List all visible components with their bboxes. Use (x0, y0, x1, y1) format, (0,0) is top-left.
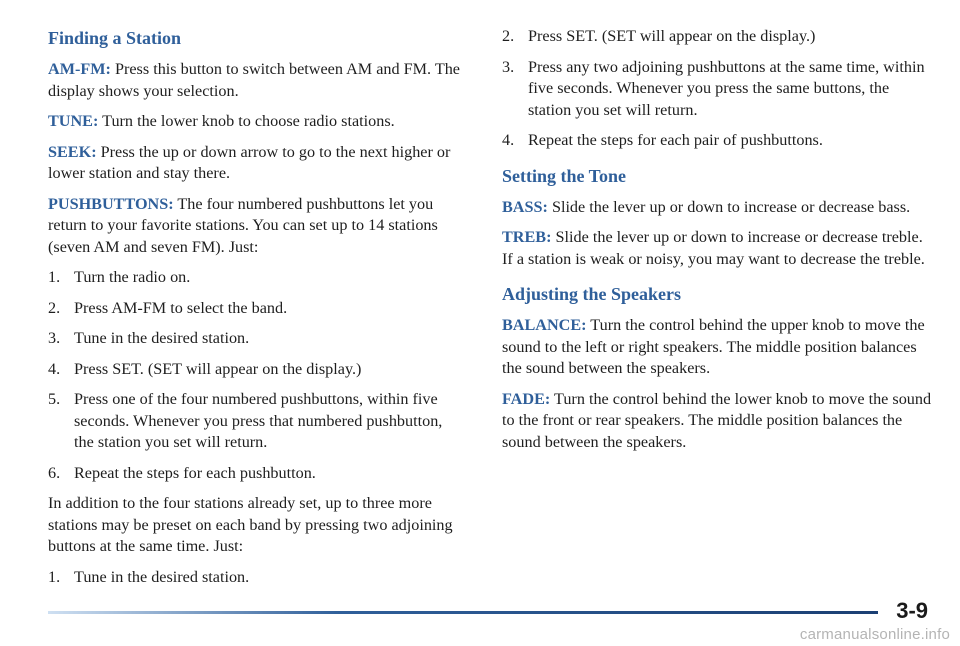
fade-text: Turn the control behind the lower knob to move the sound to the front or rear speakers. The middle position balances the sound between the speakers. (502, 389, 932, 451)
pushbuttons-paragraph (48, 194, 466, 259)
step-number: 2. (502, 27, 515, 45)
fade-term: FADE: (502, 389, 551, 408)
left-column (48, 26, 466, 597)
step-number: 6. (48, 463, 61, 482)
step-number: 4. (48, 359, 61, 378)
seek-term: SEEK: (48, 142, 97, 161)
bass-text: Slide the lever up or down to increase or decrease bass. (547, 197, 911, 216)
pushbuttons-term: PUSHBUTTONS: (48, 194, 174, 213)
step-number: 2. (48, 298, 61, 317)
step-number: 3. (502, 57, 515, 76)
list-item (48, 328, 466, 350)
list-item (48, 267, 466, 289)
am-fm-term: AM-FM: (48, 60, 111, 78)
finding-station-heading: Finding a Station (48, 28, 182, 48)
tune-text: Turn the lower knob to choose radio stations. (98, 112, 395, 130)
seek-paragraph (48, 142, 466, 185)
step-text: Press SET. (SET will appear on the display.) (528, 27, 816, 45)
step-text: Turn the radio on. (74, 268, 191, 286)
list-item (502, 26, 934, 48)
list-item (48, 567, 466, 589)
step-text: Repeat the steps for each pushbutton. (74, 463, 316, 482)
bass-paragraph (502, 197, 934, 219)
list-item (48, 463, 466, 485)
step-text: Press one of the four numbered pushbuttons, within five seconds. Whenever you press that numbered pushbutton, the station you set will return. (74, 390, 443, 451)
bass-term: BASS: (502, 197, 548, 216)
balance-term: BALANCE: (502, 316, 587, 334)
step-text: Press SET. (SET will appear on the display.) (74, 359, 362, 378)
list-item (48, 298, 466, 320)
seek-text: Press the up or down arrow to go to the next higher or lower station and stay there. (48, 142, 451, 182)
step-number: 3. (48, 329, 61, 347)
step-text: Press AM-FM to select the band. (74, 298, 288, 317)
tune-paragraph (48, 111, 466, 133)
addition-paragraph: In addition to the four stations already set, up to three more stations may be preset on each band by pressing two adjoining buttons at the same time. Just: (48, 494, 453, 555)
extra-preset-steps-list (48, 567, 466, 589)
step-text: Tune in the desired station. (74, 329, 250, 347)
balance-paragraph (502, 315, 934, 380)
step-number: 1. (48, 268, 61, 286)
preset-steps-list (48, 267, 466, 484)
page-number: 3-9 (896, 598, 928, 623)
list-item (502, 130, 934, 152)
fade-paragraph (502, 389, 934, 454)
treb-paragraph (502, 227, 934, 270)
am-fm-paragraph (48, 59, 466, 102)
tune-term: TUNE: (48, 112, 99, 130)
right-column (502, 26, 934, 462)
watermark: carmanualsonline.info (799, 626, 950, 643)
step-text: Repeat the steps for each pair of pushbuttons. (528, 131, 823, 149)
list-item (48, 389, 466, 454)
list-item (502, 57, 934, 122)
treb-text: Slide the lever up or down to increase or decrease treble. If a station is weak or noisy, you may want to decrease the treble. (502, 228, 925, 268)
step-text: Tune in the desired station. (74, 567, 250, 586)
step-text: Press any two adjoining pushbuttons at the same time, within five seconds. Whenever you press the same buttons, the station you set will return. (528, 57, 925, 119)
setting-tone-heading: Setting the Tone (502, 165, 627, 186)
balance-text: Turn the control behind the upper knob to move the sound to the left or right speakers. The middle position balances the sound between the speakers. (502, 316, 925, 377)
treb-term: TREB: (502, 228, 552, 246)
adjusting-speakers-heading: Adjusting the Speakers (502, 284, 682, 304)
footer-rule (48, 611, 878, 614)
pushbuttons-text: The four numbered pushbuttons let you return to your favorite stations. You can set up to 14 stations (seven AM and seven FM). Just: (48, 194, 438, 256)
list-item (48, 359, 466, 381)
extra-preset-steps-continued (502, 26, 934, 152)
am-fm-text: Press this button to switch between AM and FM. The display shows your selection. (48, 60, 460, 100)
step-number: 4. (502, 131, 515, 149)
step-number: 5. (48, 390, 61, 408)
step-number: 1. (48, 567, 61, 586)
